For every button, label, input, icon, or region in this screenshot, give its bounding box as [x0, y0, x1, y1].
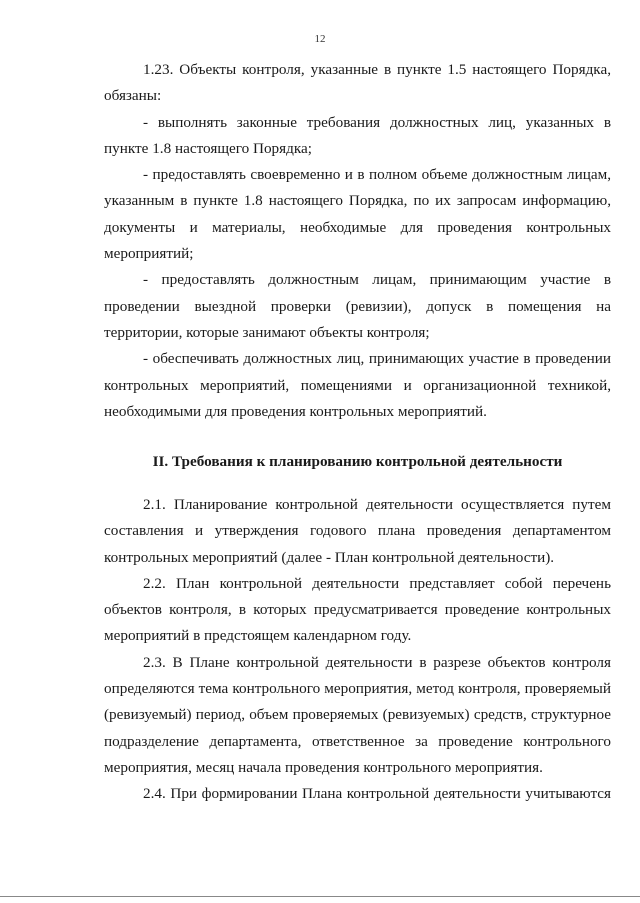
paragraph-2-4: 2.4. При формировании Плана контрольной деятельности учитываются — [143, 785, 611, 803]
paragraph-obligation-3: - предоставлять должностным лицам, принимающим участие в проведении выездной проверки (ревизии), допуск в помещения на территории, которые занимают объекты контроля; — [104, 271, 611, 341]
paragraph-obligation-1: - выполнять законные требования должностных лиц, указанных в пункте 1.8 настоящего Порядка; — [104, 113, 611, 157]
paragraph-obligation-2: - предоставлять своевременно и в полном объеме должностным лицам, указанным в пункте 1.8 настоящего Порядка, по их запросам информацию, документы и материалы, необходимые для проведения контрольных мероприятий; — [104, 166, 611, 263]
section-2-heading: II. Требования к планированию контрольной деятельности — [152, 453, 563, 470]
paragraph-1-23: 1.23. Объекты контроля, указанные в пункте 1.5 настоящего Порядка, обязаны: — [104, 61, 611, 105]
page-bottom-edge — [0, 896, 640, 897]
section-1-body — [104, 57, 611, 425]
page-number: 12 — [314, 33, 326, 45]
paragraph-2-1: 2.1. Планирование контрольной деятельности осуществляется путем составления и утверждения годового плана проведения департаментом контрольных мероприятий (далее - План контрольной деятельности). — [104, 496, 611, 566]
section-2-body — [104, 492, 611, 808]
paragraph-2-3: 2.3. В Плане контрольной деятельности в разрезе объектов контроля определяются тема контрольного мероприятия, метод контроля, проверяемый (ревизуемый) период, объем проверяемых (ревизуемых) средств, структурное подразделение департамента, ответственное за проведение контрольного мероприятия, месяц начала проведения контрольного мероприятия. — [104, 653, 611, 776]
paragraph-obligation-4: - обеспечивать должностных лиц, принимающих участие в проведении контрольных мероприятий, помещениями и организационной техникой, необходимыми для проведения контрольных мероприятий. — [104, 350, 611, 420]
paragraph-2-2: 2.2. План контрольной деятельности представляет собой перечень объектов контроля, в которых предусматривается проведение контрольных мероприятий в предстоящем календарном году. — [104, 574, 611, 645]
